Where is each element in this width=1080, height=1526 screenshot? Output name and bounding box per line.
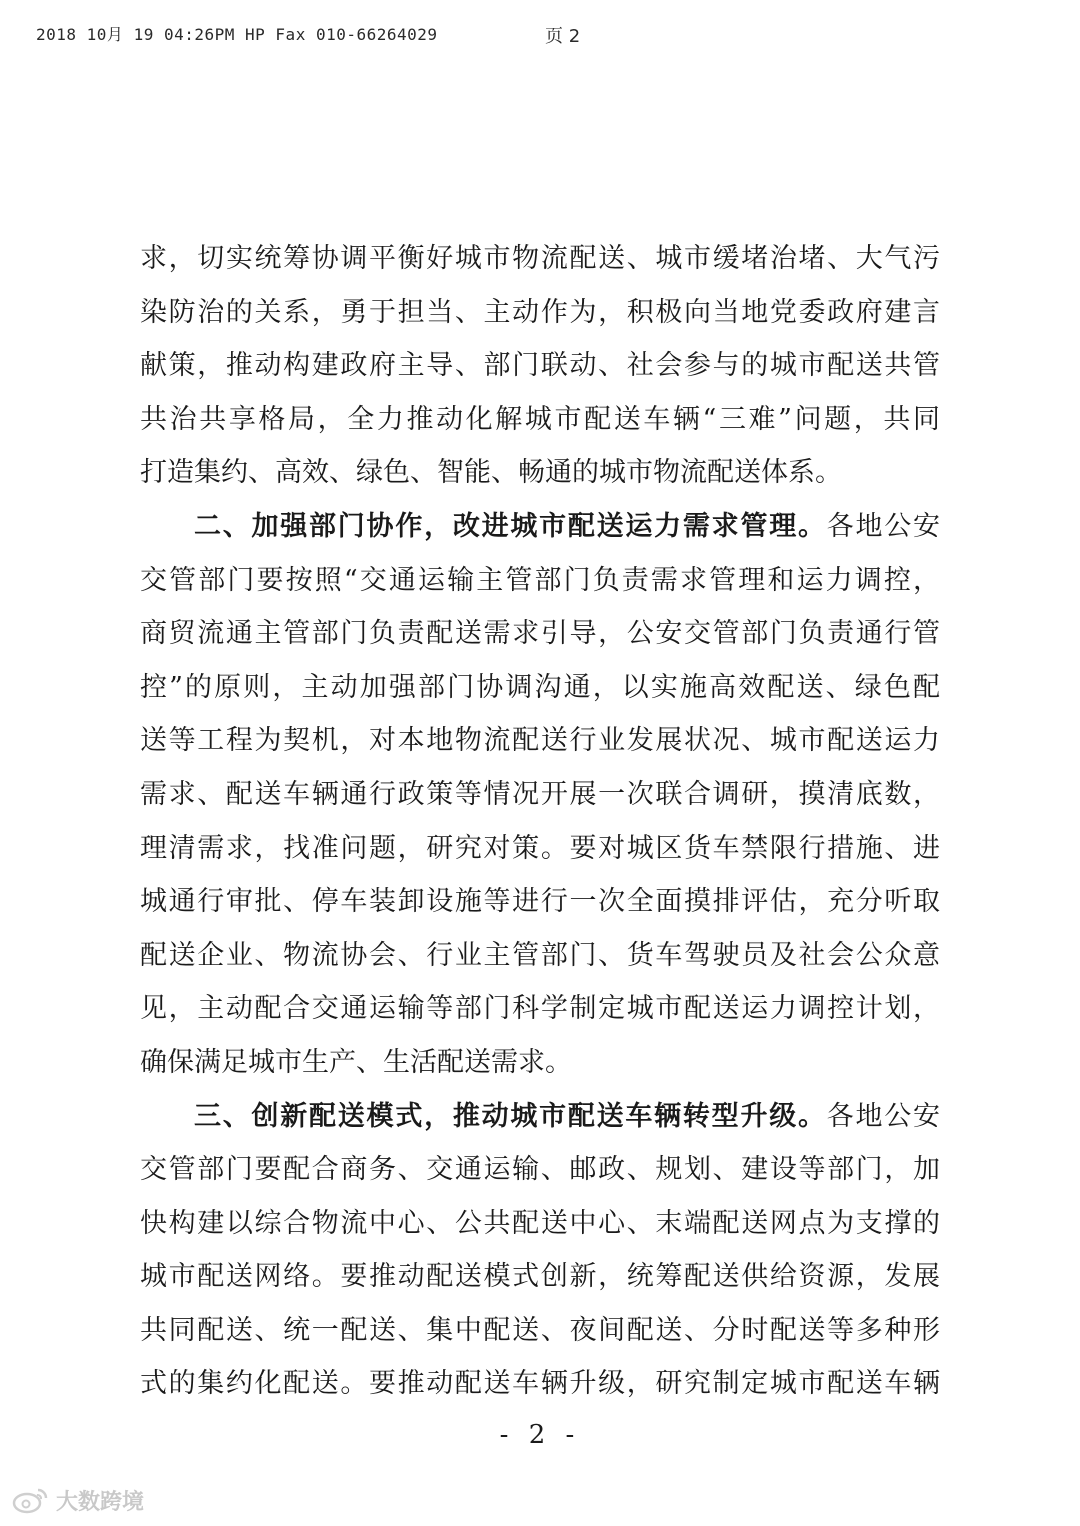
text-line: 送等工程为契机，对本地物流配送行业发展状况、城市配送运力: [140, 725, 940, 757]
text-line: 打造集约、高效、绿色、智能、畅通的城市物流配送体系。: [140, 457, 842, 489]
text-line: 式的集约化配送。要推动配送车辆升级，研究制定城市配送车辆: [140, 1368, 940, 1400]
footer-page-number: - 2 -: [499, 1420, 581, 1450]
weibo-logo-icon: [12, 1486, 50, 1514]
section-heading: 二、加强部门协作，改进城市配送运力需求管理。: [194, 510, 827, 542]
text-line: 快构建以综合物流中心、公共配送中心、末端配送网点为支撑的: [140, 1207, 940, 1239]
text-line: 城通行审批、停车装卸设施等进行一次全面摸排评估，充分听取: [140, 886, 940, 918]
text-fragment: 各地公安: [826, 510, 941, 542]
paragraph-2: [140, 500, 940, 1090]
document-body: [140, 232, 940, 1411]
text-line: 需求、配送车辆通行政策等情况开展一次联合调研，摸清底数，: [140, 778, 940, 810]
text-line: 控”的原则，主动加强部门协调沟通，以实施高效配送、绿色配: [140, 671, 940, 703]
text-line: 共治共享格局，全力推动化解城市配送车辆“三难”问题，共同: [140, 403, 940, 435]
text-fragment: 各地公安: [826, 1100, 941, 1132]
text-line: 共同配送、统一配送、集中配送、夜间配送、分时配送等多种形: [140, 1314, 940, 1346]
text-line: 见，主动配合交通运输等部门科学制定城市配送运力调控计划，: [140, 993, 940, 1025]
watermark-text: 大数跨境: [56, 1489, 145, 1515]
section-heading: 三、创新配送模式，推动城市配送车辆转型升级。: [194, 1100, 827, 1132]
text-line: 交管部门要配合商务、交通运输、邮政、规划、建设等部门，加: [140, 1154, 940, 1186]
text-line: 确保满足城市生产、生活配送需求。: [140, 1046, 572, 1078]
text-line: 交管部门要按照“交通运输主管部门负责需求管理和运力调控，: [140, 564, 940, 596]
text-line: 配送企业、物流协会、行业主管部门、货车驾驶员及社会公众意: [140, 939, 940, 971]
text-line: 商贸流通主管部门负责配送需求引导，公安交管部门负责通行管: [140, 618, 940, 650]
fax-header: 2018 10月 19 04:26PM HP Fax 010-66264029: [36, 25, 438, 44]
text-line: 献策，推动构建政府主导、部门联动、社会参与的城市配送共管: [140, 350, 940, 382]
watermark: [12, 1484, 144, 1516]
heading-line: [140, 1090, 940, 1144]
text-line: 理清需求，找准问题，研究对策。要对城区货车禁限行措施、进: [140, 832, 940, 864]
text-line: 染防治的关系，勇于担当、主动作为，积极向当地党委政府建言: [140, 296, 940, 328]
text-line: 求，切实统筹协调平衡好城市物流配送、城市缓堵治堵、大气污: [140, 243, 940, 274]
paragraph-1: [140, 232, 940, 500]
heading-line: [140, 500, 940, 554]
paragraph-3: [140, 1090, 940, 1412]
page-label: 页 2: [545, 26, 581, 47]
text-line: 城市配送网络。要推动配送模式创新，统筹配送供给资源，发展: [140, 1261, 940, 1293]
